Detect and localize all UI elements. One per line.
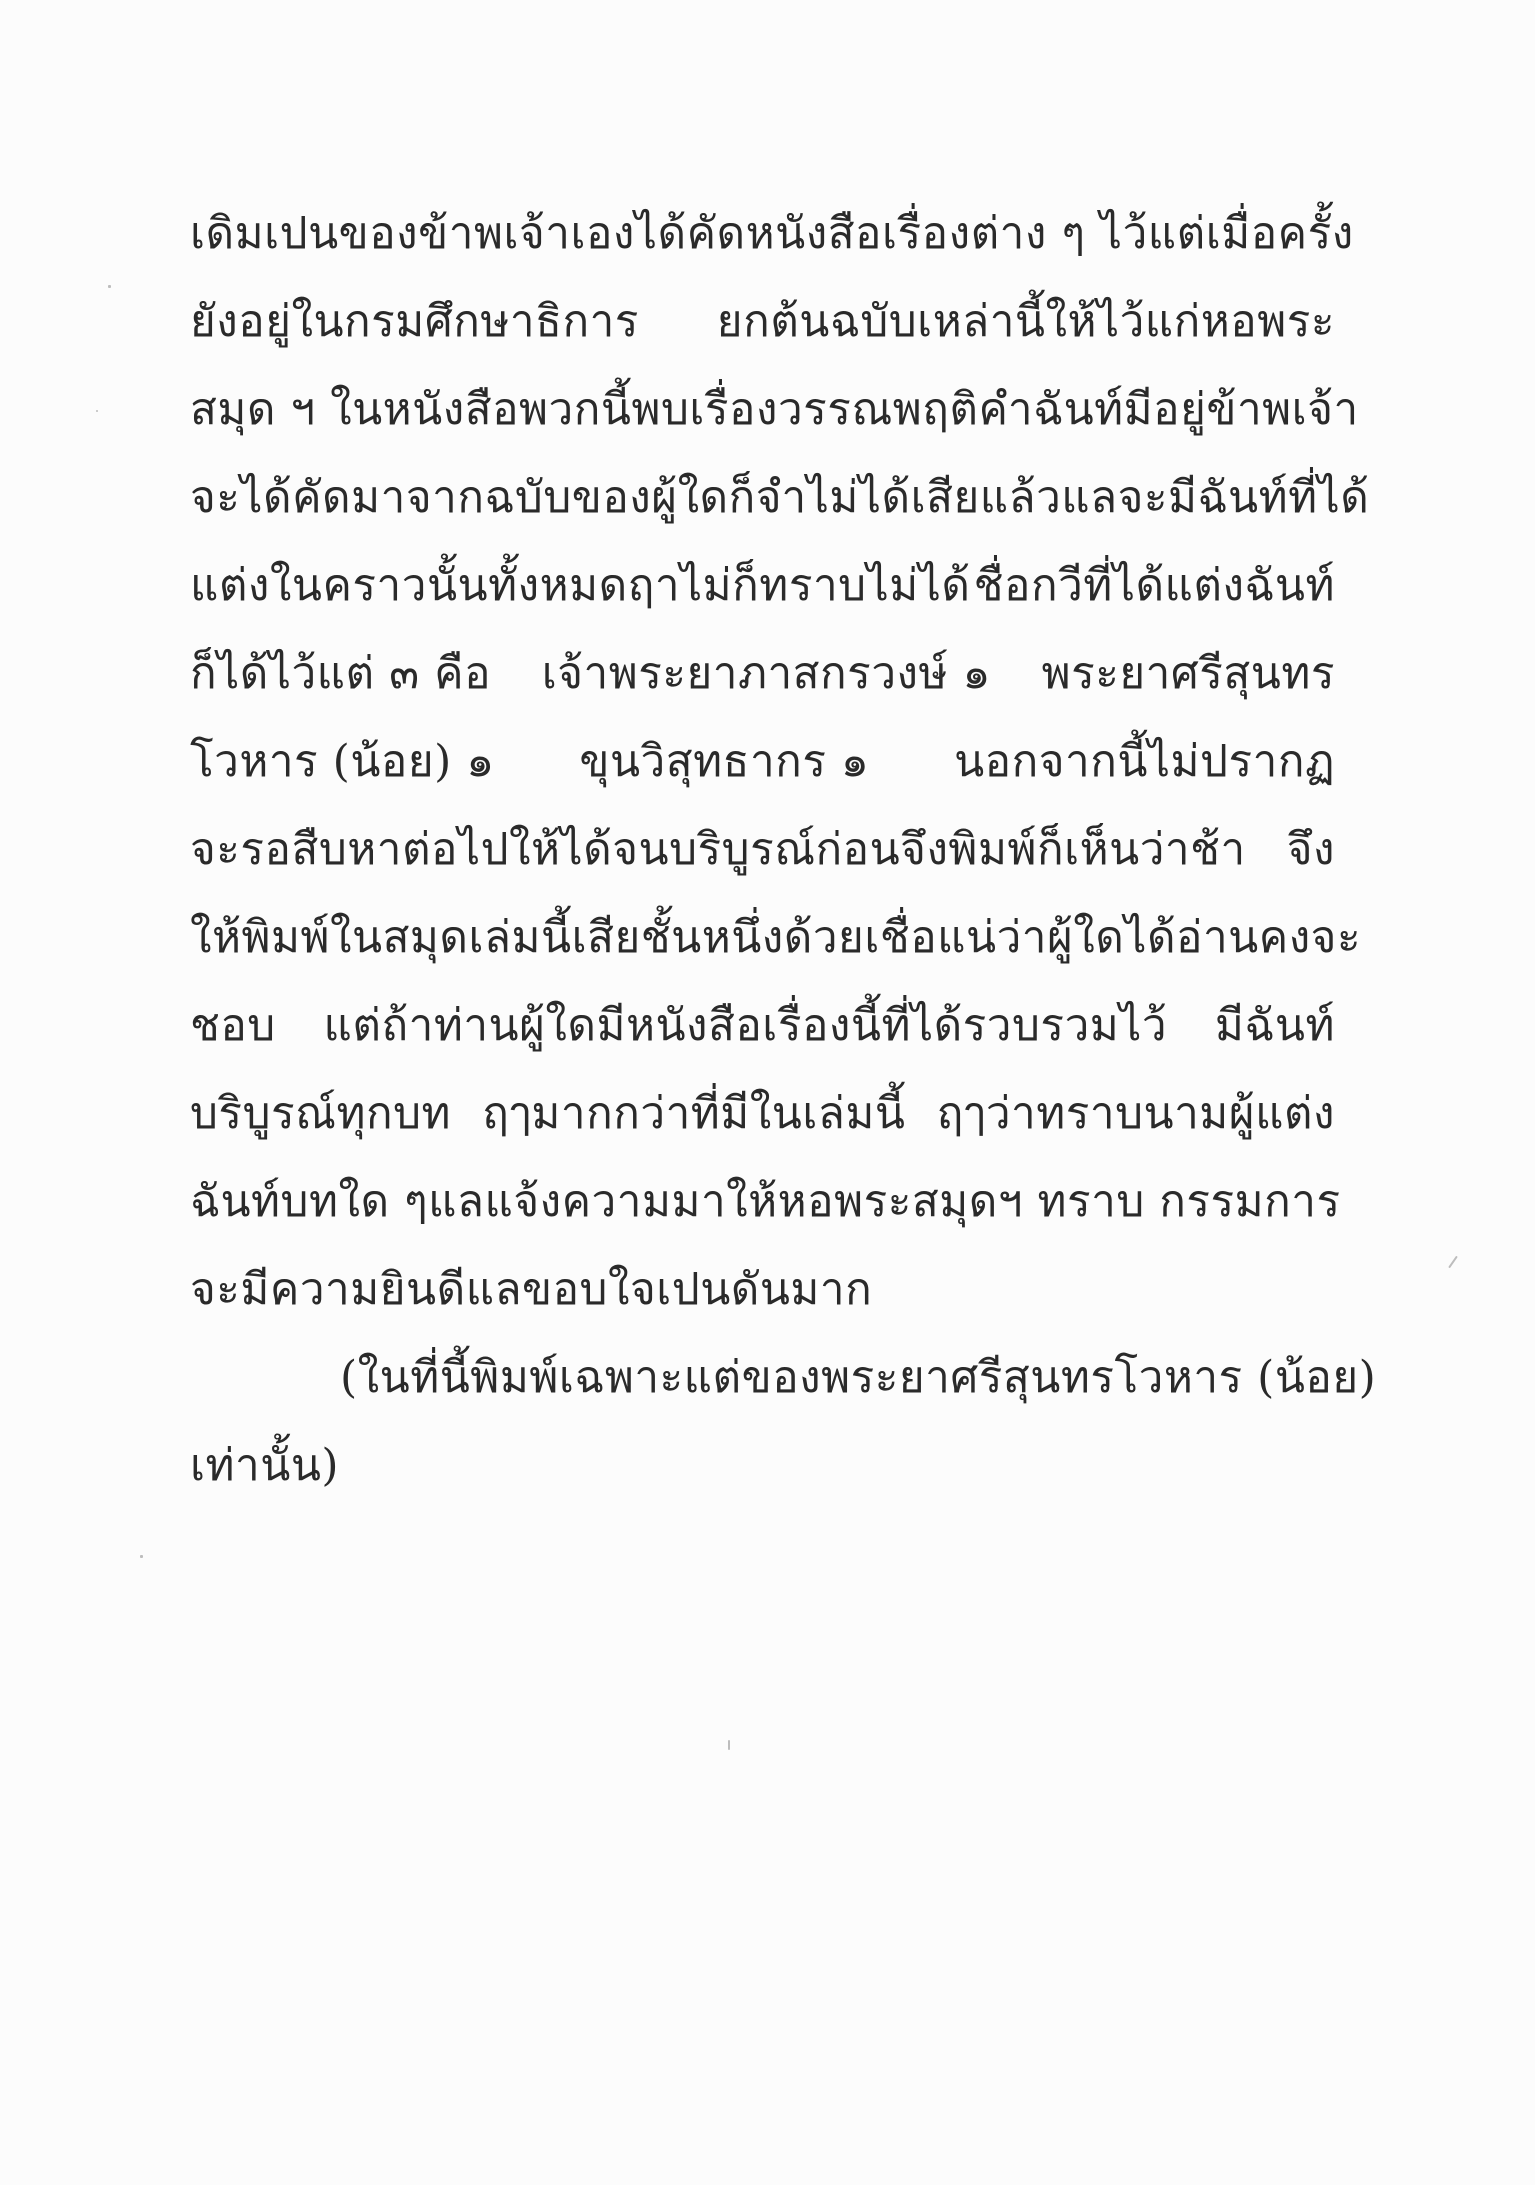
text-segment: บริบูรณ์ทุกบท [190, 1088, 452, 1139]
text-line [190, 366, 1359, 454]
scan-speck [728, 1740, 730, 1750]
text-segment: เท่านั้น) [190, 1440, 340, 1491]
text-segment: จะได้คัดมาจากฉบับของผู้ใดก็จำไม่ได้เสียแล้ว [190, 472, 1062, 523]
text-segment: จึง [1286, 824, 1335, 875]
scan-speck [108, 285, 111, 288]
note-line [190, 1422, 1335, 1510]
text-segment: แต่ถ้าท่านผู้ใดมีหนังสือเรื่องนี้ที่ได้รวบรวมไว้ [323, 1000, 1168, 1051]
text-line [190, 630, 1335, 718]
text-segment: จะมีความยินดีแลขอบใจเปนดันมาก [190, 1264, 873, 1315]
text-segment: ก็ได้ไว้แต่ ๓ คือ [190, 648, 492, 699]
scan-speck [1448, 1256, 1458, 1269]
text-segment: โวหาร (น้อย) ๑ [190, 736, 495, 787]
text-segment: ได้คัดหนังสือเรื่องต่าง ๆ ไว้แต่เมื่อครั้ง [634, 208, 1354, 259]
text-segment: เจ้าพระยาภาสกรวงษ์ ๑ [541, 648, 991, 699]
body-paragraph [190, 190, 1377, 1510]
text-segment: แต่งในคราวนั้นทั้งหมดฤาไม่ก็ทราบไม่ได้ [190, 560, 971, 611]
text-line [190, 718, 1335, 806]
text-segment: ฤๅว่าทราบนามผู้แต่ง [936, 1088, 1335, 1139]
text-segment: ให้พิมพ์ในสมุดเล่มนี้เสียชั้นหนึ่ง [190, 912, 784, 963]
text-line [190, 1070, 1335, 1158]
text-segment: ข้าพเจ้า [1206, 384, 1359, 435]
text-segment: แลแจ้งความมาให้หอพระสมุดฯ ทราบ กรรมการ [428, 1176, 1341, 1227]
text-line [190, 806, 1335, 894]
text-line [190, 278, 1335, 366]
text-segment: สมุด ฯ ในหนังสือพวกนี้พบเรื่องวรรณพฤติคำฉันท์มีอยู่ [190, 384, 1207, 435]
text-segment: ฤๅมากกว่าที่มีในเล่มนี้ [482, 1088, 906, 1139]
text-segment: แลจะมีฉันท์ที่ได้ [1061, 472, 1370, 523]
text-segment: ด้วยเชื่อแน่ว่าผู้ใดได้อ่านคงจะ [783, 912, 1362, 963]
text-segment: มีฉันท์ [1214, 1000, 1335, 1051]
text-line [190, 542, 1335, 630]
text-segment: ยังอยู่ในกรมศึกษาธิการ [190, 296, 639, 347]
text-segment: (ในที่นี้พิมพ์เฉพาะแต่ของพระยาศรีสุนทรโวหาร (น้อย) [340, 1352, 1377, 1403]
text-line [190, 190, 1354, 278]
text-line [190, 894, 1362, 982]
scan-speck [140, 1555, 143, 1558]
text-segment: ยกต้นฉบับเหล่านี้ให้ไว้แก่หอพระ [716, 296, 1335, 347]
text-segment: ชื่อกวีที่ได้แต่งฉันท์ [973, 560, 1335, 611]
text-line [190, 454, 1370, 542]
text-line [190, 982, 1335, 1070]
text-segment: นอกจากนี้ไม่ปรากฏ [954, 736, 1335, 787]
text-line [190, 1246, 1335, 1334]
text-segment: เดิมเปนของข้าพเจ้าเอง [190, 208, 635, 259]
scan-speck [96, 410, 98, 412]
text-segment: ชอบ [190, 1000, 276, 1051]
text-segment: ฉันท์บทใด ๆ [190, 1176, 429, 1227]
text-segment: จะรอสืบหาต่อไปให้ได้จนบริบูรณ์ก่อนจึงพิมพ์ก็เห็นว่าช้า [190, 824, 1246, 875]
text-segment: พระยาศรีสุนทร [1041, 648, 1335, 699]
note-line [190, 1334, 1377, 1422]
text-line [190, 1158, 1341, 1246]
text-segment: ขุนวิสุทธากร ๑ [579, 736, 870, 787]
